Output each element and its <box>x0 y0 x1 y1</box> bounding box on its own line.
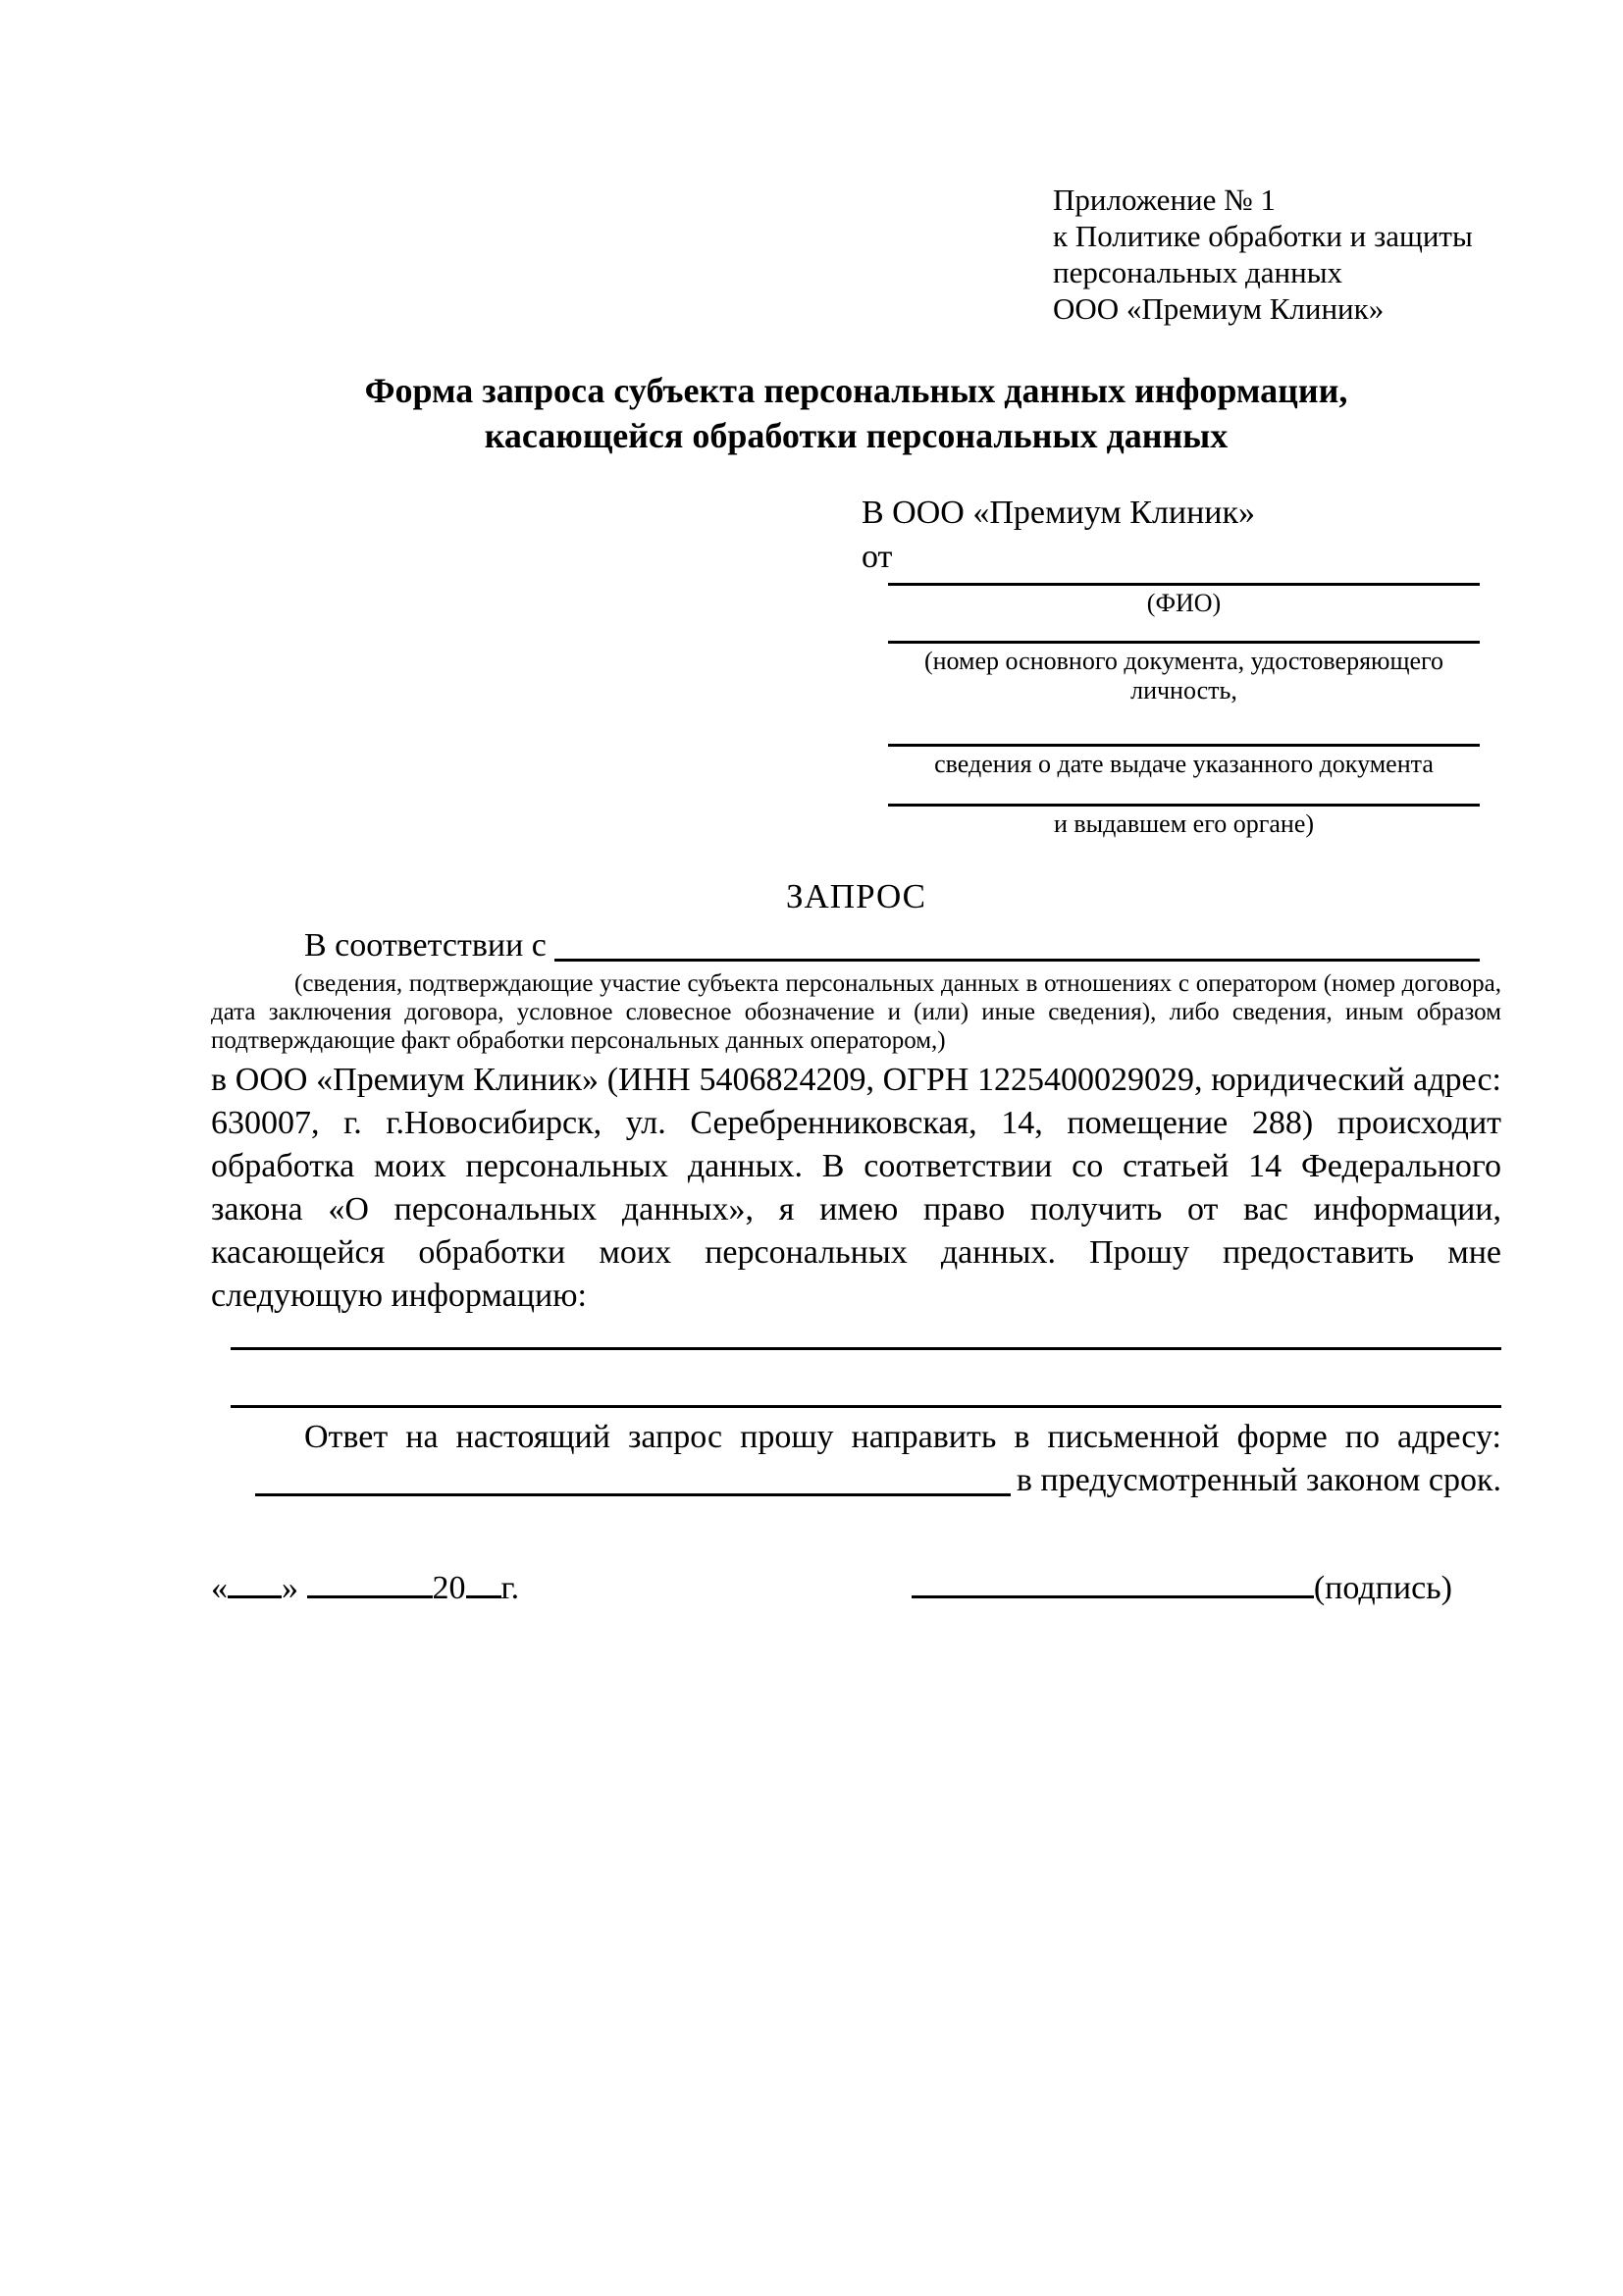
reply-row <box>211 1459 1501 1502</box>
date-year-suffix: г. <box>500 1570 520 1606</box>
fio-field[interactable] <box>888 583 1480 586</box>
date-line <box>211 1567 519 1610</box>
signature-line <box>912 1567 1452 1610</box>
signature-caption: (подпись) <box>1313 1570 1452 1606</box>
appendix-note <box>1053 182 1501 327</box>
appendix-line: к Политике обработки и защиты <box>1053 219 1473 253</box>
doc-number-caption: (номер основного документа, удостоверяющего личность, <box>923 647 1444 704</box>
recipient-from-label: от <box>862 539 893 575</box>
document-title <box>211 368 1501 458</box>
date-day-field[interactable] <box>228 1595 282 1598</box>
appendix-line: Приложение № 1 <box>1053 183 1276 217</box>
body-paragraph: в ООО «Премиум Клиник» (ИНН 5406824209, ОГРН 1225400029029, юридический адрес: 630007, г. г.Новосибирск, ул. Серебренниковская, 14, помещение 288) происходит обработка моих персональных данных. В соответствии со статьей 14 Федерального закона «О персональных данных», я имею право получить от вас информации, касающейся обработки моих персональных данных. Прошу предоставить мне следующую информацию: <box>211 1062 1501 1314</box>
recipient-to: В ООО «Премиум Клиник» <box>862 495 1256 531</box>
recipient-block <box>862 491 1501 839</box>
appendix-line: ООО «Премиум Клиник» <box>1053 291 1385 326</box>
accordance-row <box>211 923 1501 967</box>
info-field-2[interactable] <box>231 1405 1501 1408</box>
date-year-prefix: 20 <box>432 1570 466 1606</box>
document-title-line: касающейся обработки персональных данных <box>484 416 1229 455</box>
appendix-line: персональных данных <box>1053 255 1343 289</box>
date-quote-open: « <box>211 1570 228 1606</box>
address-field[interactable] <box>255 1493 1011 1496</box>
fio-caption: (ФИО) <box>1146 589 1222 617</box>
issue-date-caption: сведения о дате выдаче указанного документа <box>934 750 1434 778</box>
signature-field[interactable] <box>912 1595 1314 1598</box>
note-text: (сведения, подтверждающие участие субъекта персональных данных в отношениях с оператором (номер договора, дата заключения договора, условное словесное обозначение и (или) иные сведения), либо сведения, иным образом подтверждающие факт обработки персональных данных оператором,) <box>211 970 1501 1054</box>
reply-intro: Ответ на настоящий запрос прошу направить в письменной форме по адресу: <box>304 1419 1501 1455</box>
date-month-field[interactable] <box>307 1595 433 1598</box>
issue-date-field[interactable] <box>888 744 1480 747</box>
accordance-field[interactable] <box>554 959 1480 962</box>
date-year-field[interactable] <box>466 1595 501 1598</box>
doc-number-field[interactable] <box>888 641 1480 644</box>
issuing-authority-field[interactable] <box>888 804 1480 807</box>
request-heading: ЗАПРОС <box>785 877 927 915</box>
accordance-label: В соответствии с <box>304 927 547 964</box>
info-field-1[interactable] <box>231 1347 1501 1350</box>
issuing-authority-caption: и выдавшем его органе) <box>1053 809 1315 838</box>
reply-suffix: в предусмотренный законом срок. <box>1016 1462 1501 1498</box>
footer-row <box>211 1567 1501 1610</box>
date-quote-close: » <box>282 1570 298 1606</box>
document-title-line: Форма запроса субъекта персональных данных информации, <box>364 371 1348 410</box>
